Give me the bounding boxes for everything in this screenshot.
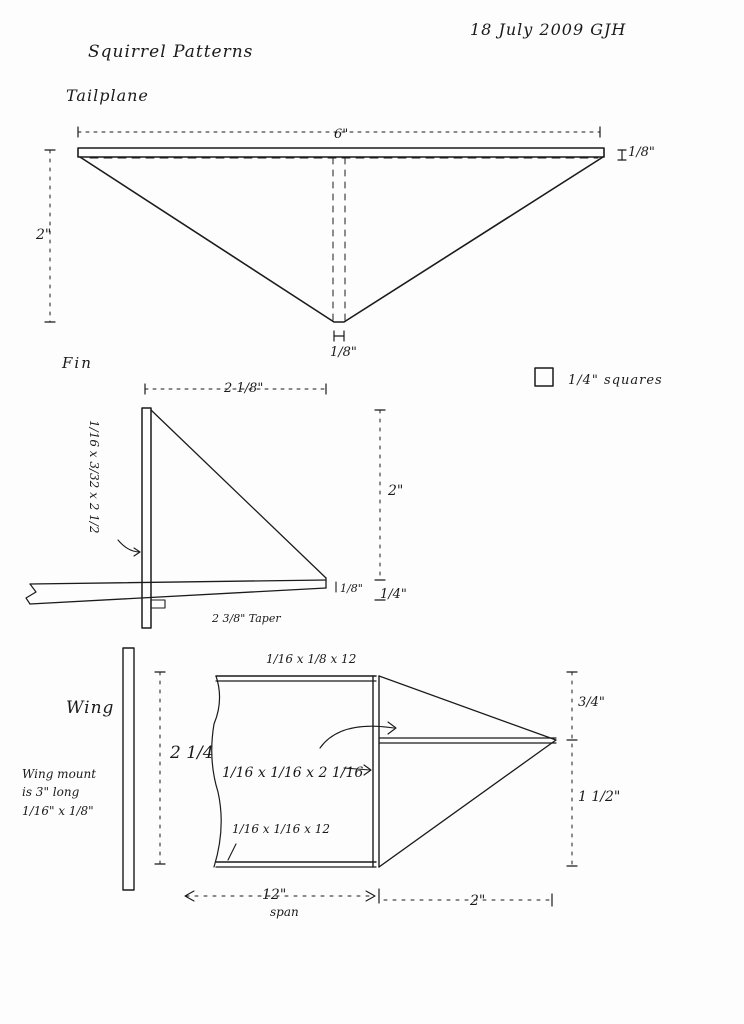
wing-tip-outline — [379, 676, 556, 867]
tailplane-tip-label: 1/8" — [628, 145, 655, 160]
wing-tip-spar-callout-arrow — [320, 726, 394, 748]
fin-taper-label: 2 3/8" Taper — [212, 612, 281, 625]
fin-top-label: 2 1/8" — [224, 381, 264, 396]
fin-base-label: 1/4" — [380, 587, 407, 602]
tailplane-drawing — [45, 127, 626, 341]
wing-middle-spar-label: 1/16 x 1/16 x 2 1/16 — [222, 765, 364, 781]
fin-height-label: 2" — [388, 483, 404, 499]
tailplane-height-label: 2" — [36, 227, 52, 243]
wing-break-line — [212, 676, 221, 867]
wing-bottom-spar-label: 1/16 x 1/16 x 12 — [232, 822, 330, 836]
wing-top-spar-label: 1/16 x 1/8 x 12 — [266, 652, 357, 666]
wing-mount-note-line: 1/16" x 1/8" — [22, 804, 94, 818]
fin-body-bottom-line — [30, 588, 326, 604]
tailplane-span-label: 6" — [334, 127, 349, 142]
wing-tip-upper-label: 3/4" — [578, 695, 605, 710]
tailplane-root-width-label: 1/8" — [330, 345, 357, 360]
tailplane-leading-edge — [78, 148, 604, 157]
wing-height-label: 2 1/4 — [170, 743, 214, 763]
fin-spar — [142, 408, 151, 628]
tailplane-outline — [80, 157, 603, 322]
fin-leading-diagonal — [151, 410, 326, 578]
fin-heading: Fin — [62, 354, 93, 372]
wing-mount-note-line: Wing mount — [22, 767, 97, 781]
wing-heading: Wing — [66, 698, 115, 718]
fin-body-break-left — [26, 584, 36, 604]
wing-bottom-spar-callout — [228, 844, 236, 860]
wing-tip-length-label: 2" — [470, 893, 486, 909]
fin-spar-label: 1/16 x 3/32 x 2 1/2 — [87, 420, 101, 534]
wing-tip-lower-label: 1 1/2" — [578, 789, 621, 805]
wing-span-word: span — [270, 905, 299, 919]
wing-mount-strip — [123, 648, 134, 890]
fin-mount-block — [151, 600, 165, 608]
fin-drawing — [26, 381, 385, 628]
square-outline-icon — [535, 368, 553, 386]
wing-mount-note-line: is 3" long — [22, 785, 80, 799]
page-title: Squirrel Patterns — [88, 42, 254, 62]
fin-body-top-line — [30, 580, 326, 584]
fin-tip-label: 1/8" — [340, 582, 363, 595]
wing-span-label: 12" — [262, 887, 287, 903]
legend-squares-label: 1/4" squares — [568, 373, 663, 388]
tailplane-heading: Tailplane — [66, 86, 149, 105]
date-signature: 18 July 2009 GJH — [470, 20, 627, 39]
